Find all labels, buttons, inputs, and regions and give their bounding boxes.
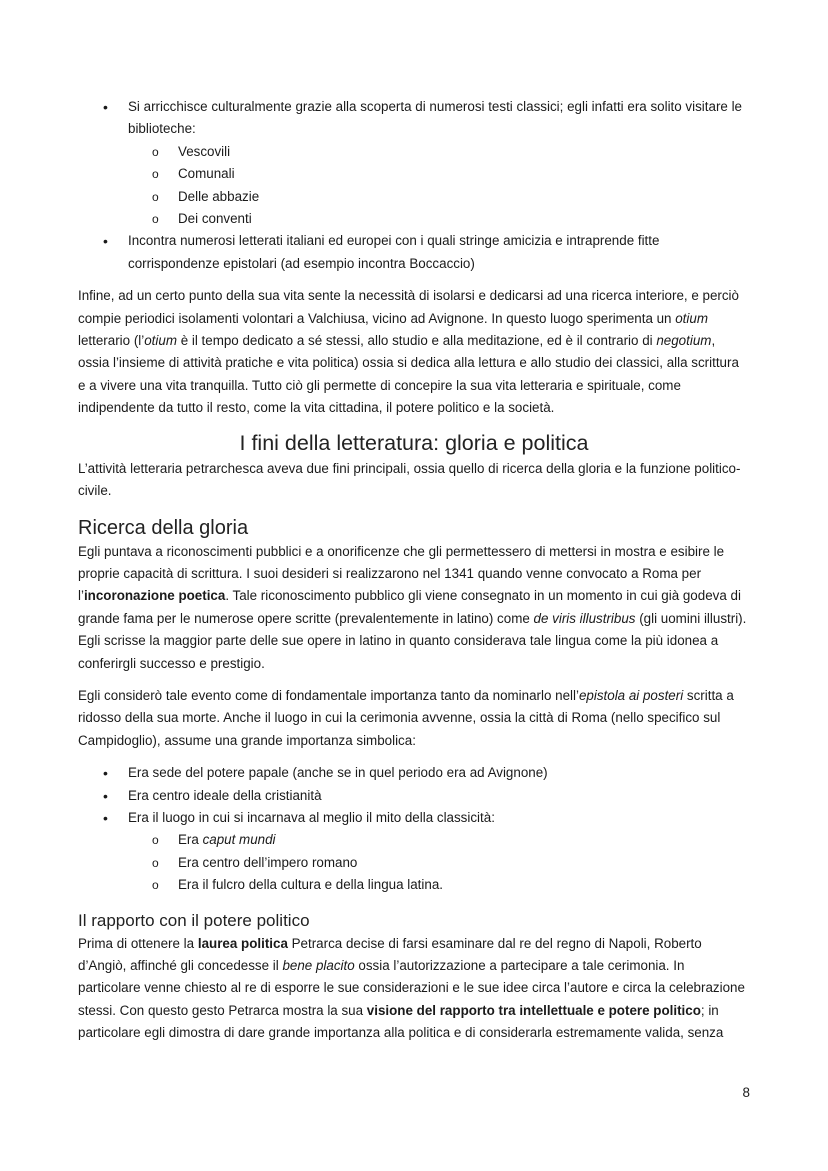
list-item-text: Dei conventi [178,211,252,227]
bullet-icon: • [103,787,108,804]
list-item [78,186,750,208]
circle-bullet-icon: o [152,144,159,159]
text-run: Infine, ad un certo punto della sua vita sente la necessità di isolarsi e dedicarsi ad una ricerca interiore, e perciò compie periodici isolamenti volontari a Valchiusa, vicino ad Avignone. In questo luogo sperimenta un [78,288,739,326]
text-run: ; in particolare egli dimostra di dare grande importanza alla politica e di considerarla estremamente valida, senza [78,1002,724,1041]
list-item [78,807,750,829]
list-item [78,785,750,807]
list-item-text: Era il luogo in cui si incarnava al meglio il mito della classicità: [128,809,495,825]
circle-bullet-icon: o [152,878,159,893]
list-item [78,96,750,141]
text-run: scritta a ridosso della sua morte. Anche il luogo in cui la cerimonia avvenne, ossia la città di Roma (nello specifico sul Campidoglio), assume una grande importanza simbolica: [78,687,734,748]
text-run: Egli puntava a riconoscimenti pubblici e a onorificenze che gli permettessero di mettersi in mostra e esibire le proprie capacità di scrittura. I suoi desideri si realizzarono nel 1341 quando venne convocato a Roma per l’ [78,543,725,604]
list-item-text: Si arricchisce culturalmente grazie alla scoperta di numerosi testi classici; egli infatti era solito visitare le biblioteche: [128,99,742,137]
text-run: letterario (l’ [78,333,145,349]
paragraph-evento [78,685,750,752]
bullet-icon: • [103,765,108,782]
list-item-text: Era sede del potere papale (anche se in quel periodo era ad Avignone) [128,765,548,781]
list-item [78,163,750,185]
text-run: Petrarca decise di farsi esaminare dal re del regno di Napoli, Roberto d’Angiò, affinché gli concedesse il [78,935,702,973]
text-run: Prima di ottenere la [78,935,198,951]
text-run: (gli uomini illustri). Egli scrisse la maggior parte delle sue opere in latino in quanto considerava tale lingua come la più idonea a conferirgli successo e prestigio. [78,610,747,671]
list-item [78,762,750,784]
italic-run: de viris illustribus [533,610,636,626]
list-item [78,230,750,275]
bullet-icon: • [103,809,108,826]
bullet-list-study [78,96,750,275]
list-item [78,141,750,163]
italic-run: epistola ai posteri [578,687,684,703]
list-item-text: Era il fulcro della cultura e della lingua latina. [178,877,443,893]
text-run: ossia l’autorizzazione a partecipare a tale cerimonia. In particolare venne chiesto al re di esporre le sue considerazioni e le sue idee circa l’autore e circa la celebrazione stessi. Con questo gesto Petrarca mostra la sua [78,958,745,1018]
list-item [78,852,750,874]
list-item-text: Vescovili [178,143,231,159]
italic-run: otium [675,310,708,326]
bold-run: visione del rapporto tra intellettuale e potere politico [366,1002,701,1018]
italic-run: otium [144,333,177,349]
bullet-icon: • [103,233,108,250]
italic-run: bene placito [282,958,355,973]
text-run: è il tempo dedicato a sé stessi, allo studio e alla meditazione, ed è il contrario di [176,333,657,349]
paragraph-potere [78,933,750,1045]
list-item-text: Comunali [178,166,235,182]
paragraph-gloria [78,541,750,675]
list-item-text: Delle abbazie [178,188,260,204]
document-page [78,96,750,1045]
bold-run: laurea politica [197,935,288,951]
list-item [78,829,750,851]
circle-bullet-icon: o [152,167,159,182]
list-item [78,874,750,896]
bold-run: incoronazione poetica [83,588,226,604]
list-item-text: Era centro ideale della cristianità [128,787,322,803]
paragraph-valchiusa [78,285,750,419]
circle-bullet-icon: o [152,189,159,204]
section-heading: I fini della letteratura: gloria e politica [239,430,589,455]
subsection-heading: Ricerca della gloria [78,516,249,539]
circle-bullet-icon: o [152,212,159,227]
text-run: Era [178,832,203,848]
text-run: , ossia l’insieme di attività pratiche e vita politica) ossia si dedica alla lettura e allo studio dei classici, alla scrittura e a vivere una vita tranquilla. Tutto ciò gli permette di concepire la sua vita letteraria e spirituale, come indipendente da tutto il resto, come la vita cittadina, il potere politico e la società. [78,333,739,416]
list-item-text: Incontra numerosi letterati italiani ed europei con i quali stringe amicizia e intraprende fitte corrispondenze epistolari (ad esempio incontra Boccaccio) [128,233,660,271]
circle-bullet-icon: o [152,833,159,848]
paragraph-fini: L’attività letteraria petrarchesca aveva due fini principali, ossia quello di ricerca della gloria e la funzione politico-civile. [78,460,741,499]
subsection-heading: Il rapporto con il potere politico [78,910,310,930]
list-item [78,208,750,230]
page-number: 8 [742,1085,750,1100]
bullet-list-roma [78,762,750,896]
list-item-text: Era centro dell’impero romano [178,854,358,870]
italic-run: negotium [656,333,712,349]
bullet-icon: • [103,99,108,115]
circle-bullet-icon: o [152,855,159,870]
italic-run: caput mundi [202,832,276,848]
text-run: Egli considerò tale evento come di fondamentale importanza tanto da nominarlo nell’ [78,687,579,703]
text-run: . Tale riconoscimento pubblico gli viene consegnato in un momento in cui già godeva di grande fama per le numerose opere scritte (prevalentemente in latino) come [78,588,741,626]
